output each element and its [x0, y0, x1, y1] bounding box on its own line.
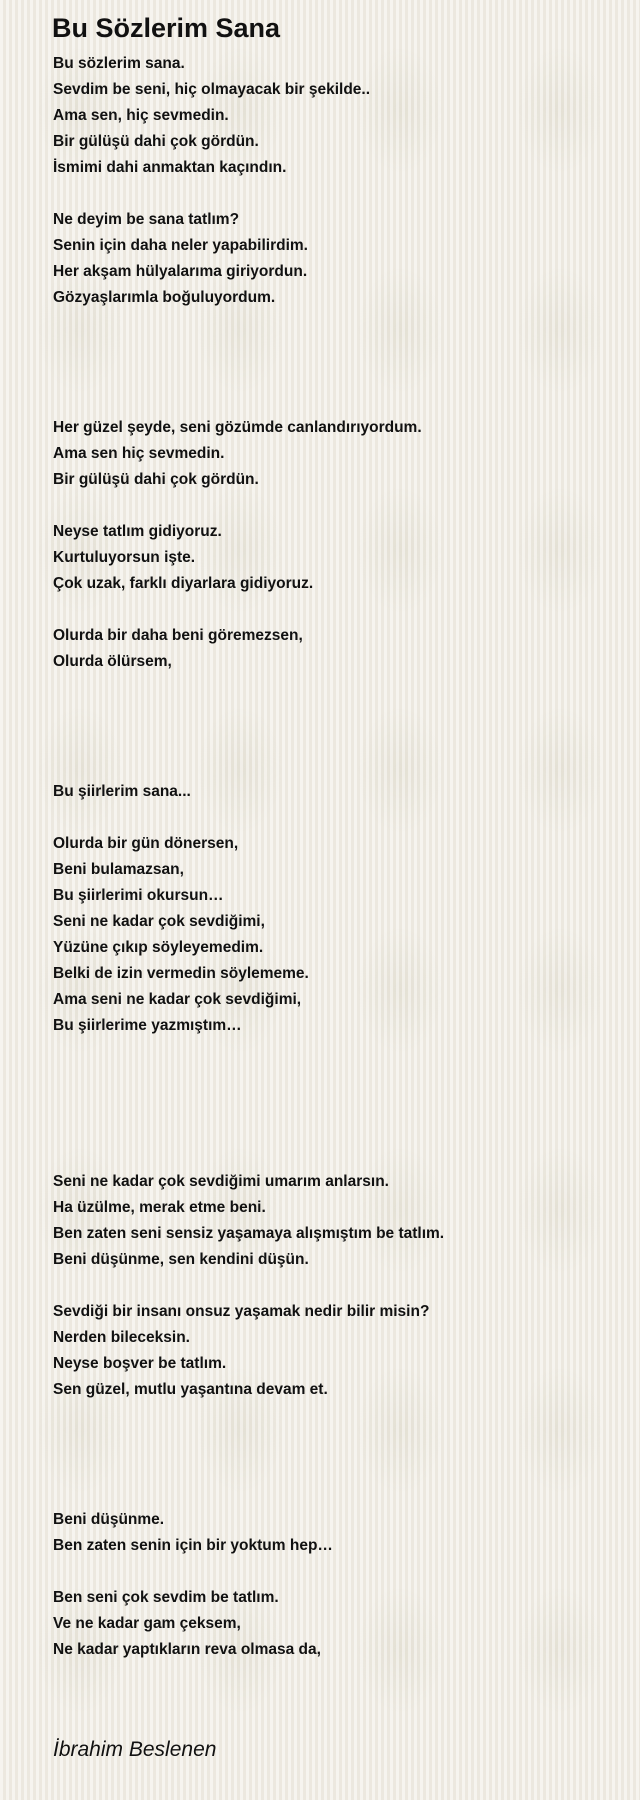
poem-line: Bir gülüşü dahi çok gördün. [53, 471, 259, 488]
poem-line: Her güzel şeyde, seni gözümde canlandırıyordum. [53, 419, 422, 436]
poem-line: Sevdiği bir insanı onsuz yaşamak nedir bilir misin? [53, 1303, 430, 1320]
poem-line: Nerden bileceksin. [53, 1329, 190, 1346]
stanza [53, 1585, 613, 1663]
poem-line: Belki de izin vermedin söylememe. [53, 965, 309, 982]
stanza [53, 831, 613, 1039]
poem-line: Her akşam hülyalarıma giriyordun. [53, 263, 308, 280]
poem-line: Bir gülüşü dahi çok gördün. [53, 133, 259, 150]
poem-line: Çok uzak, farklı diyarlara gidiyoruz. [53, 575, 314, 592]
poem-line: Olurda bir gün dönersen, [53, 835, 239, 852]
stanza [53, 519, 613, 597]
poem-line: İsmimi dahi anmaktan kaçındın. [53, 159, 287, 176]
poem-line: Bu sözlerim sana. [53, 55, 185, 72]
poem-line: Ve ne kadar gam çeksem, [53, 1615, 241, 1632]
poem-author: İbrahim Beslenen [53, 1738, 217, 1761]
poem-line: Kurtuluyorsun işte. [53, 549, 196, 566]
poem-line: Ha üzülme, merak etme beni. [53, 1199, 266, 1216]
stanza [53, 51, 613, 181]
poem-line: Ben zaten seni sensiz yaşamaya alışmıştım be tatlım. [53, 1225, 445, 1242]
poem-line: Neyse tatlım gidiyoruz. [53, 523, 222, 540]
poem-line: Ben seni çok sevdim be tatlım. [53, 1589, 279, 1606]
poem-line: Beni bulamazsan, [53, 861, 184, 878]
stanza [53, 779, 613, 805]
poem-line: Sen güzel, mutlu yaşantına devam et. [53, 1381, 328, 1398]
poem-line: Senin için daha neler yapabilirdim. [53, 237, 308, 254]
poem-body [53, 51, 613, 1663]
stanza [53, 207, 613, 311]
poem-line: Yüzüne çıkıp söyleyemedim. [53, 939, 264, 956]
poem-line: Ama seni ne kadar çok sevdiğimi, [53, 991, 302, 1008]
poem-line: Ama sen hiç sevmedin. [53, 445, 225, 462]
poem-line: Bu şiirlerime yazmıştım… [53, 1017, 242, 1034]
poem-line: Ben zaten senin için bir yoktum hep… [53, 1537, 333, 1554]
poem-line: Seni ne kadar çok sevdiğimi umarım anlarsın. [53, 1173, 389, 1190]
poem-line: Beni düşünme. [53, 1511, 165, 1528]
poem-line: Olurda ölürsem, [53, 653, 172, 670]
poem-line: Ama sen, hiç sevmedin. [53, 107, 229, 124]
poem-line: Ne kadar yaptıkların reva olmasa da, [53, 1641, 321, 1658]
poem-line: Seni ne kadar çok sevdiğimi, [53, 913, 265, 930]
stanza [53, 1507, 613, 1559]
poem-title: Bu Sözlerim Sana [52, 13, 281, 43]
stanza [53, 1169, 613, 1273]
stanza [53, 1299, 613, 1403]
poem-line: Gözyaşlarımla boğuluyordum. [53, 289, 276, 306]
poem-line: Neyse boşver be tatlım. [53, 1355, 227, 1372]
stanza [53, 623, 613, 675]
stanza [53, 415, 613, 493]
poem-line: Ne deyim be sana tatlım? [53, 211, 240, 228]
poem-line: Bu şiirlerim sana... [53, 783, 191, 800]
poem-line: Bu şiirlerimi okursun… [53, 887, 224, 904]
poem-line: Olurda bir daha beni göremezsen, [53, 627, 303, 644]
poem-line: Beni düşünme, sen kendini düşün. [53, 1251, 309, 1268]
poem-line: Sevdim be seni, hiç olmayacak bir şekilde.. [53, 81, 371, 98]
